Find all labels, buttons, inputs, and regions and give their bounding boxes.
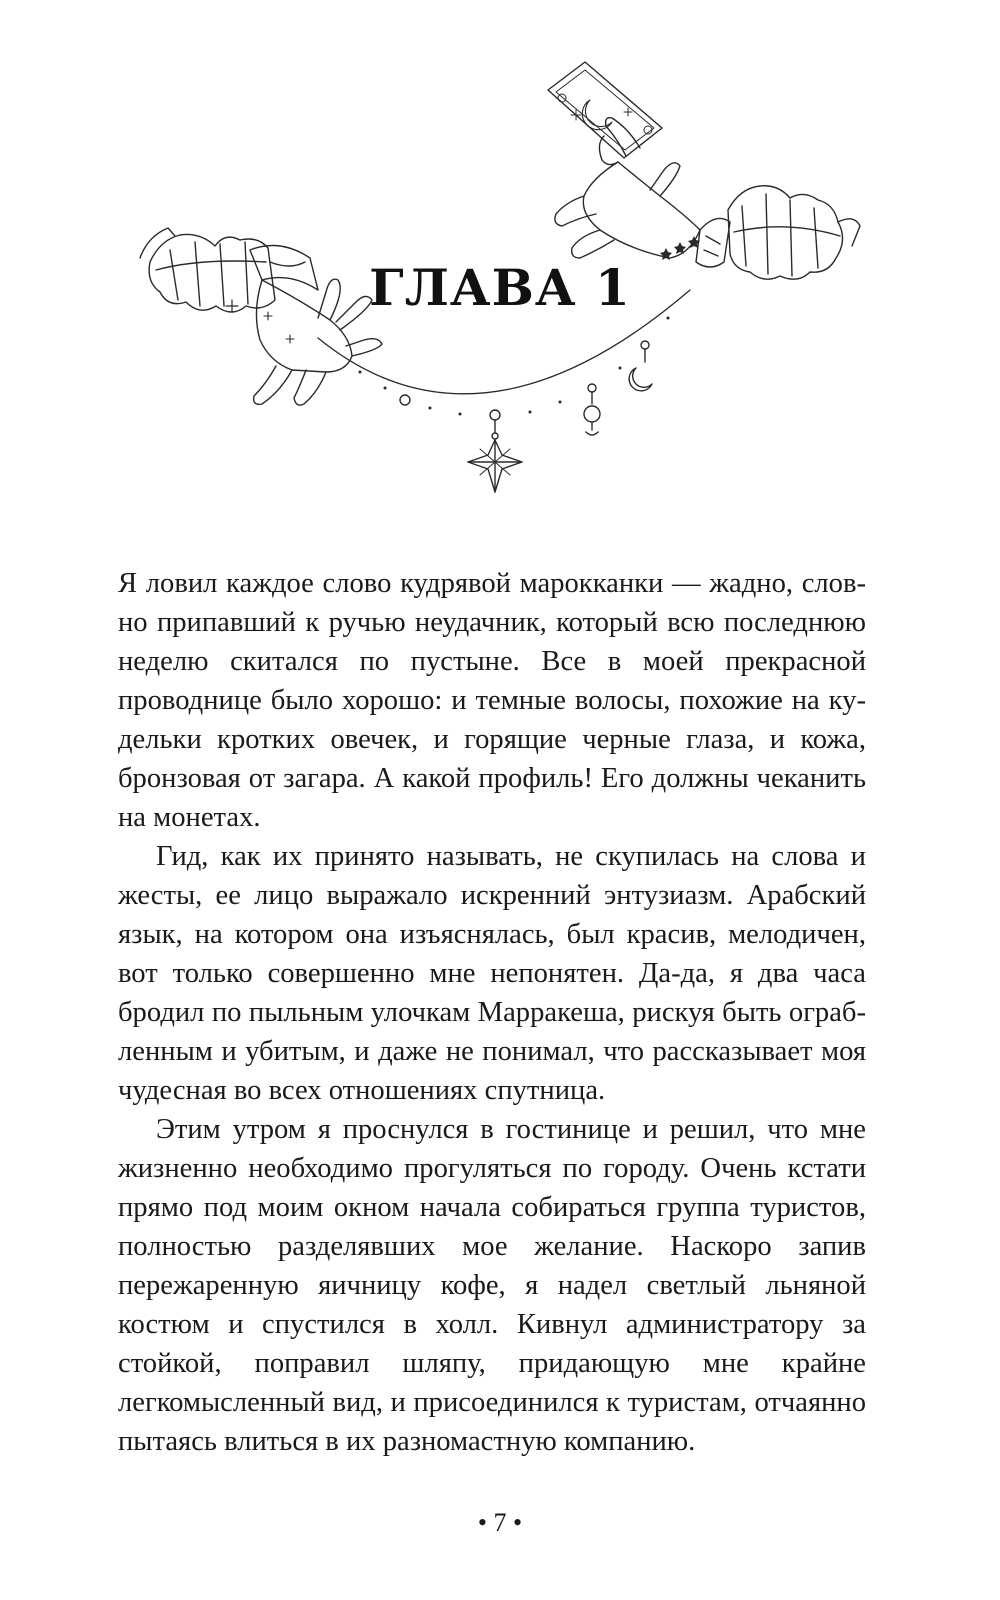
chapter-title: ГЛАВА 1: [369, 258, 631, 317]
chain-dots: [359, 317, 670, 416]
chain-bead-icon: [400, 395, 410, 405]
paragraph: Я ловил каждое слово кудрявой марокканки — жадно, словно припавший к ручью неудачник, который всю последнюю неделю скитался по пустыне. Все в моей прекрасной проводнице было хорошо: и темные волосы, похожие на кудельки кротких овечек, и горящие черные глаза, и кожа, бронзовая от загара. А какой профиль! Его должны чеканить на монетах.: [118, 568, 866, 833]
chapter-body: [118, 564, 866, 1461]
chain-bead-icon: [588, 384, 596, 392]
page-number: • 7 •: [477, 1508, 523, 1537]
chain-bead-icon: [641, 341, 649, 349]
star-pendant-icon: [468, 420, 522, 492]
right-hand-illustration: [548, 62, 860, 279]
planet-pendant-icon: [584, 392, 600, 435]
tarot-card-icon: [548, 62, 662, 158]
crescent-pendant-icon: [629, 349, 652, 391]
paragraph: Этим утром я проснулся в гостинице и решил, что мне жизненно необходимо прогуляться по городу. Очень кстати прямо под моим окном начала собираться группа туристов, полностью разделявших мое желание. Наскоро запив пережаренную яичницу кофе, я надел светлый льняной костюм и спустился в холл. Кивнул администратору за стойкой, поправил шляпу, придающую мне крайне легкомысленный вид, и присоединился к туристам, отчаянно пытаясь влиться в их разномастную компанию.: [118, 1114, 866, 1457]
chain-bead-icon: [490, 410, 500, 420]
wrist-stars-icon: [660, 236, 700, 260]
paragraph: Гид, как их принято называть, не скупилась на слова и жесты, ее лицо выражало искренний энтузиазм. Арабский язык, на котором она изъяснялась, был красив, мелодичен, вот только совершенно мне непонятен. Да-да, я два часа бродил по пыльным улочкам Марракеша, рискуя быть ограбленным и убитым, и даже не понимал, что рассказывает моя чудесная во всех отношениях спутница.: [118, 841, 866, 1106]
